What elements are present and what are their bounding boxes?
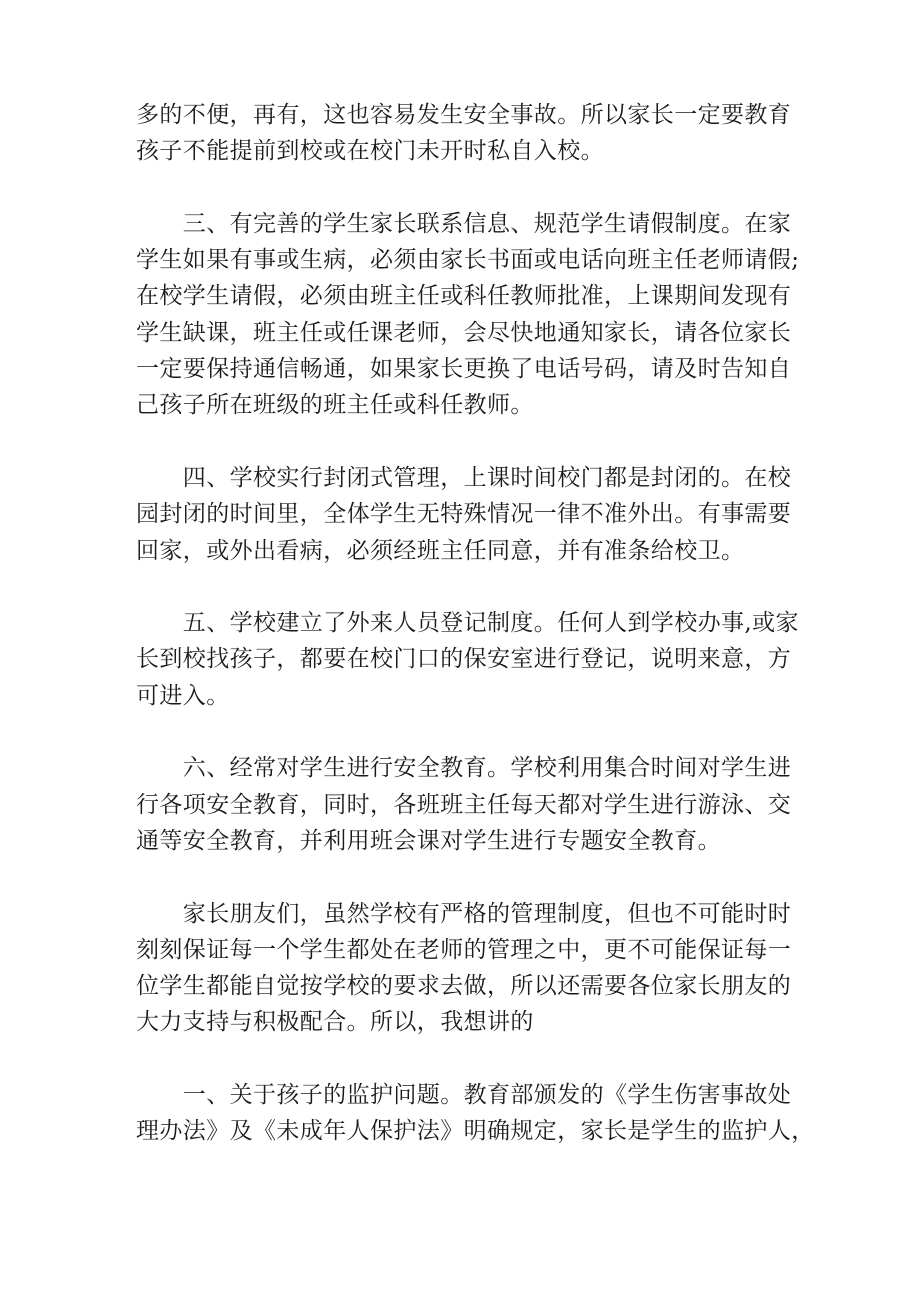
text-line: 刻刻保证每一个学生都处在老师的管理之中，更不可能保证每一 bbox=[136, 936, 792, 963]
text-line: 五、学校建立了外来人员登记制度。任何人到学校办事,或家 bbox=[136, 610, 799, 637]
text-line: 通等安全教育，并利用班会课对学生进行专题安全教育。 bbox=[136, 827, 721, 854]
paragraph-continuation bbox=[136, 97, 802, 170]
text-line: 可进入。 bbox=[136, 682, 230, 709]
text-line: 学生缺课，班主任或任课老师，会尽快地通知家长，请各位家长 bbox=[136, 319, 792, 346]
text-line: 在校学生请假，必须由班主任或科任教师批准，上课期间发现有 bbox=[136, 283, 792, 310]
text-line: 多的不便，再有，这也容易发生安全事故。所以家长一定要教育 bbox=[136, 102, 792, 128]
text-line: 位学生都能自觉按学校的要求去做，所以还需要各位家长朋友的 bbox=[136, 973, 792, 1000]
text-line: 大力支持与积极配合。所以，我想讲的 bbox=[136, 1009, 534, 1036]
text-line: 园封闭的时间里，全体学生无特殊情况一律不准外出。有事需要 bbox=[136, 501, 792, 528]
text-line: 学生如果有事或生病，必须由家长书面或电话向班主任老师请假; bbox=[136, 247, 800, 274]
text-line: 行各项安全教育，同时，各班班主任每天都对学生进行游泳、交 bbox=[136, 791, 792, 818]
text-line: 己孩子所在班级的班主任或科任教师。 bbox=[136, 392, 534, 419]
document-body bbox=[136, 97, 815, 1150]
paragraph-one bbox=[136, 1077, 815, 1150]
text-line: 一定要保持通信畅通，如果家长更换了电话号码，请及时告知自 bbox=[136, 356, 792, 383]
text-line: 理办法》及《未成年人保护法》明确规定，家长是学生的监护人， bbox=[136, 1118, 815, 1145]
paragraph-five bbox=[136, 605, 802, 714]
text-line: 三、有完善的学生家长联系信息、规范学生请假制度。在家 bbox=[136, 210, 792, 237]
text-line: 回家，或外出看病，必须经班主任同意，并有准条给校卫。 bbox=[136, 537, 745, 564]
text-line: 家长朋友们，虽然学校有严格的管理制度，但也不可能时时 bbox=[136, 900, 792, 927]
paragraph-three bbox=[136, 206, 802, 424]
text-line: 一、关于孩子的监护问题。教育部颁发的《学生伤害事故处 bbox=[136, 1082, 792, 1109]
text-line: 四、学校实行封闭式管理，上课时间校门都是封闭的。在校 bbox=[136, 464, 792, 491]
paragraph-six bbox=[136, 750, 802, 859]
paragraph-four bbox=[136, 460, 802, 569]
text-line: 长到校找孩子，都要在校门口的保安室进行登记，说明来意，方 bbox=[136, 646, 792, 673]
text-line: 孩子不能提前到校或在校门未开时私自入校。 bbox=[136, 138, 604, 165]
paragraph-parents bbox=[136, 896, 802, 1041]
text-line: 六、经常对学生进行安全教育。学校利用集合时间对学生进 bbox=[136, 755, 792, 782]
